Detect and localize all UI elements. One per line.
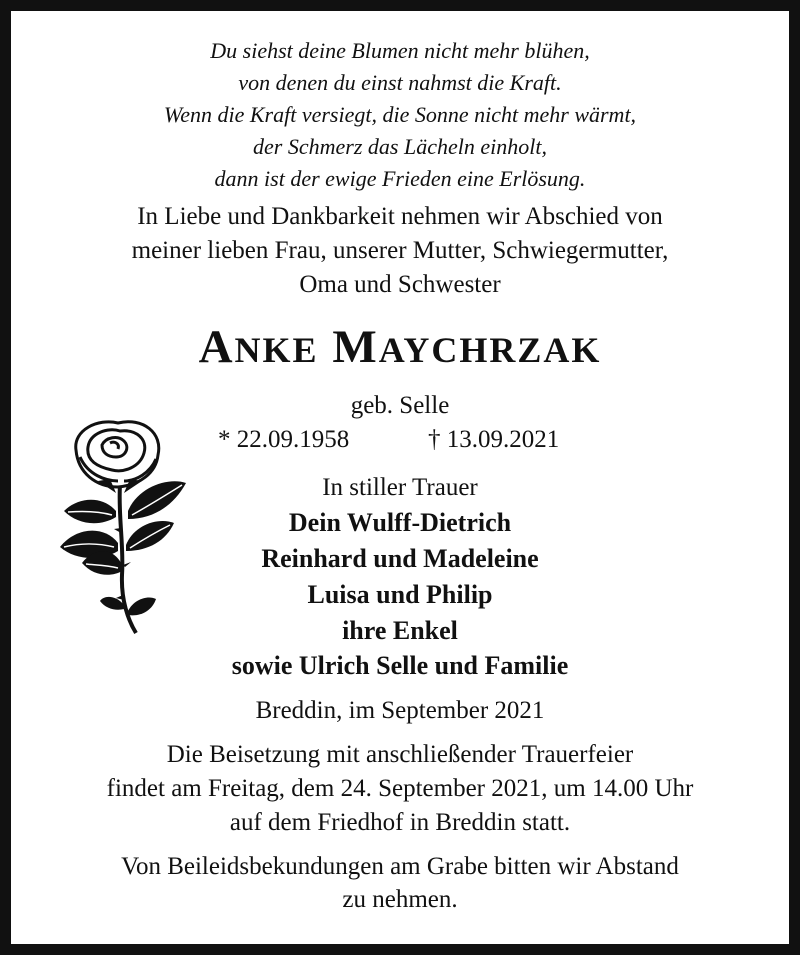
poem-line-3: Wenn die Kraft versiegt, die Sonne nicht mehr wärmt, [163,102,637,127]
mourner-line-3: Luisa und Philip [307,580,493,609]
first-name-initial: A [198,321,235,373]
first-name-rest: NKE [234,330,319,370]
intro-line-3: Oma und Schwester [299,271,501,298]
funeral-line-3: auf dem Friedhof in Breddin statt. [229,809,571,836]
funeral-line-2: findet am Freitag, dem 24. September 2021, um 14.00 Uhr [106,775,694,802]
mourner-line-5: sowie Ulrich Selle und Familie [231,651,569,680]
intro-line-1: In Liebe und Dankbarkeit nehmen wir Abschied von [137,203,663,230]
poem-line-2: von denen du einst nahmst die Kraft. [238,70,562,95]
maiden-name: geb. Selle [350,392,450,419]
last-name-initial: M [332,321,379,373]
mourners-heading: In stiller Trauer [322,474,478,501]
request-line-2: zu nehmen. [342,886,458,913]
intro-line-2: meiner lieben Frau, unserer Mutter, Schwiegermutter, [131,237,669,264]
mourner-line-2: Reinhard und Madeleine [261,544,539,573]
deceased-name [0,320,800,374]
last-name-rest: AYCHRZAK [378,330,602,370]
mourner-line-4: ihre Enkel [342,616,458,645]
birth-date: * 22.09.1958 [218,426,350,453]
death-date: † 13.09.2021 [428,426,560,453]
request-line-1: Von Beileidsbekundungen am Grabe bitten wir Abstand [121,853,679,880]
poem-line-5: dann ist der ewige Frieden eine Erlösung. [214,166,586,191]
poem-line-4: der Schmerz das Lächeln einholt, [253,134,547,159]
funeral-line-1: Die Beisetzung mit anschließender Trauerfeier [166,741,634,768]
place-date: Breddin, im September 2021 [255,697,545,724]
poem-line-1: Du siehst deine Blumen nicht mehr blühen, [210,38,590,63]
mourner-line-1: Dein Wulff-Dietrich [288,508,512,537]
